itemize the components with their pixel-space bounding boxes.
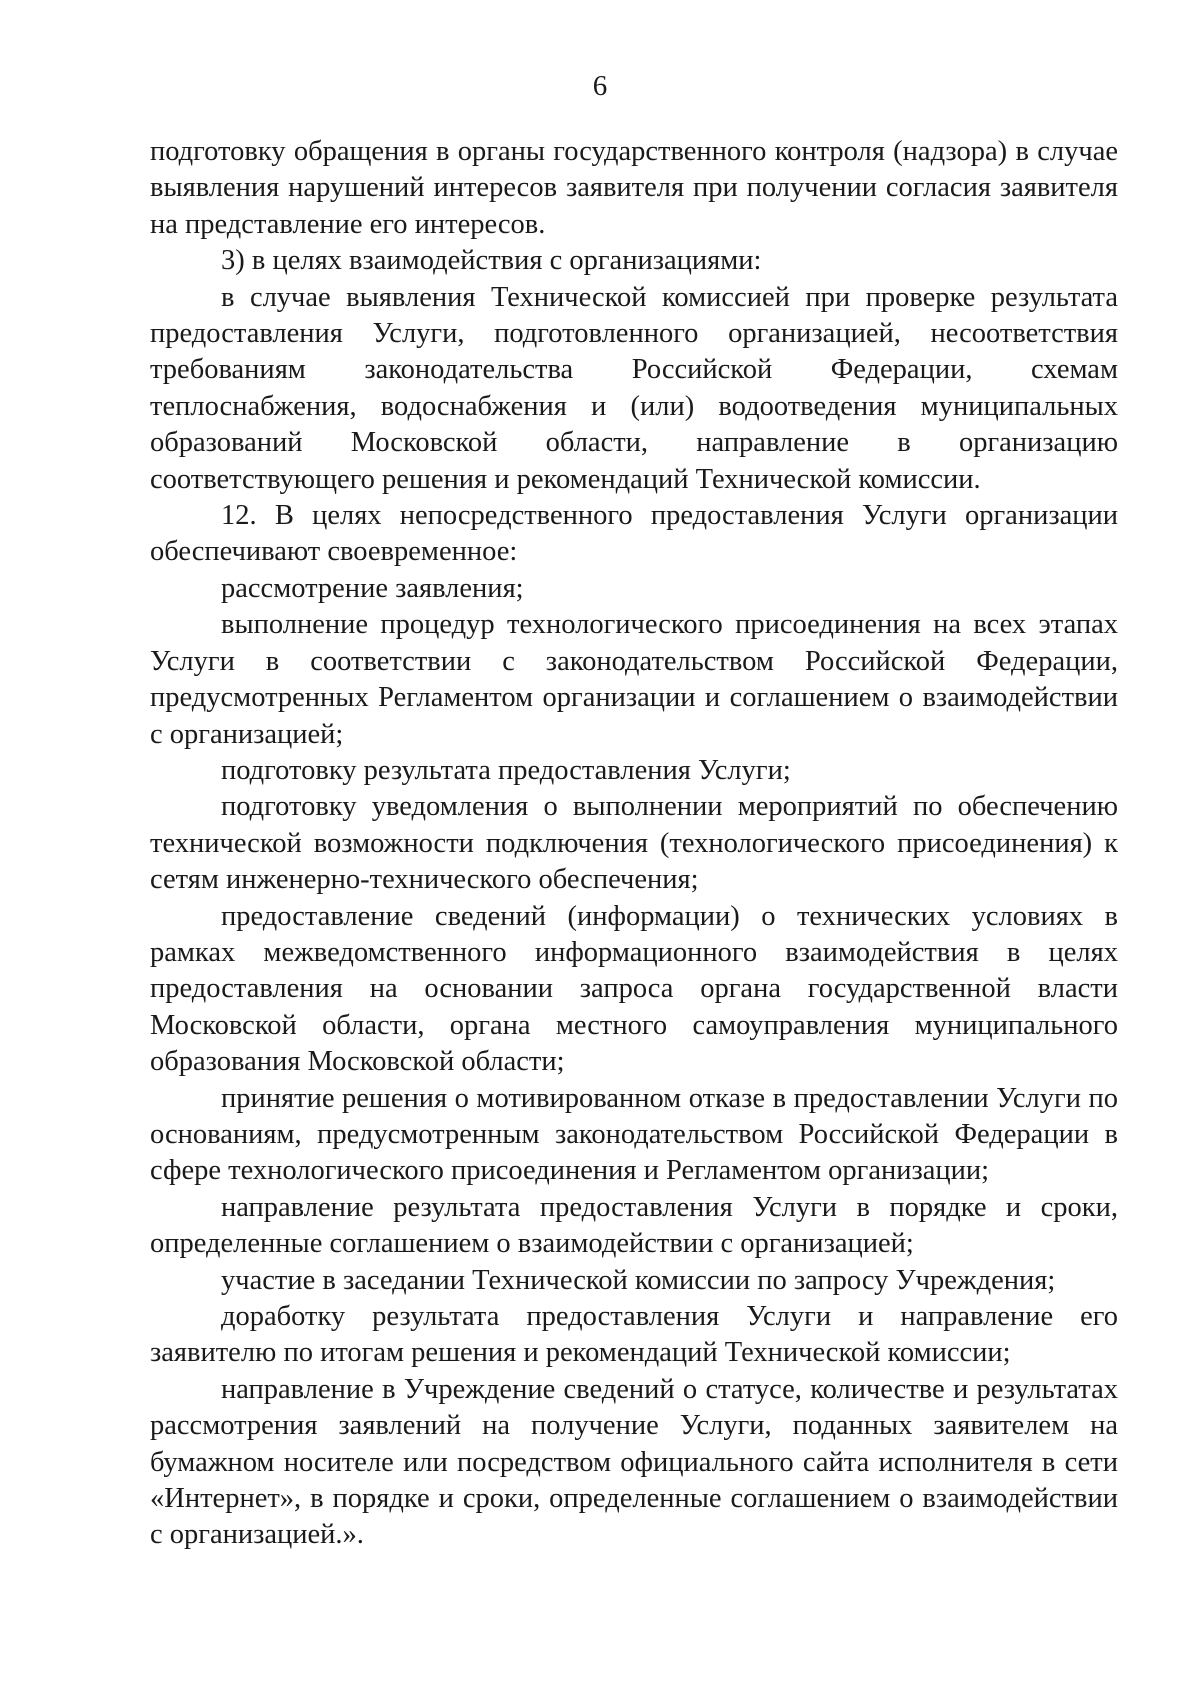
list-item: подготовку результата предоставления Услуги; xyxy=(221,754,791,786)
body-text xyxy=(150,134,1118,1554)
list-item: участие в заседании Технической комиссии по запросу Учреждения; xyxy=(221,1264,1056,1296)
list-item: предоставление сведений (информации) о технических условиях в рамках межведомственного информационного взаимодействия в целях предоставления на основании запроса органа государственной власти Московской области, органа местного самоуправления муниципального образования Московской области; xyxy=(150,900,1118,1078)
list-item: подготовку уведомления о выполнении мероприятий по обеспечению технической возможности подключения (технологического присоединения) к сетям инженерно-технического обеспечения; xyxy=(150,791,1118,896)
page-number: 6 xyxy=(592,70,608,102)
paragraph-item-12: 12. В целях непосредственного предоставления Услуги организации обеспечивают своевременное: xyxy=(150,500,1118,568)
list-item: направление результата предоставления Услуги в порядке и сроки, определенные соглашением о взаимодействии с организацией; xyxy=(150,1191,1118,1260)
list-item: принятие решения о мотивированном отказе в предоставлении Услуги по основаниям, предусмотренным законодательством Российской Федерации в сфере технологического присоединения и Регламентом организации; xyxy=(150,1082,1118,1187)
list-item: выполнение процедур технологического присоединения на всех этапах Услуги в соответствии с законодательством Российской Федерации, предусмотренных Регламентом организации и соглашением о взаимодействии с организацией; xyxy=(150,609,1118,750)
paragraph-item-3: 3) в целях взаимодействия с организациями: xyxy=(221,245,762,277)
list-item: рассмотрение заявления; xyxy=(221,572,524,604)
list-item: доработку результата предоставления Услуги и направление его заявителю по итогам решения и рекомендаций Технической комиссии; xyxy=(150,1301,1118,1369)
paragraph-continuation: подготовку обращения в органы государственного контроля (надзора) в случае выявления нарушений интересов заявителя при получении согласия заявителя на представление его интересов. xyxy=(150,136,1118,240)
list-item: направление в Учреждение сведений о статусе, количестве и результатах рассмотрения заявлений на получение Услуги, поданных заявителем на бумажном носителе или посредством официального сайта исполнителя в сети «Интернет», в порядке и сроки, определенные соглашением о взаимодействии с организацией.». xyxy=(150,1373,1118,1551)
paragraph: в случае выявления Технической комиссией при проверке результата предоставления Услуги, подготовленного организацией, несоответствия требованиям законодательства Российской Федерации, схемам теплоснабжения, водоснабжения и (или) водоотведения муниципальных образований Московской области, направление в организацию соответствующего решения и рекомендаций Технической комиссии. xyxy=(150,281,1118,495)
